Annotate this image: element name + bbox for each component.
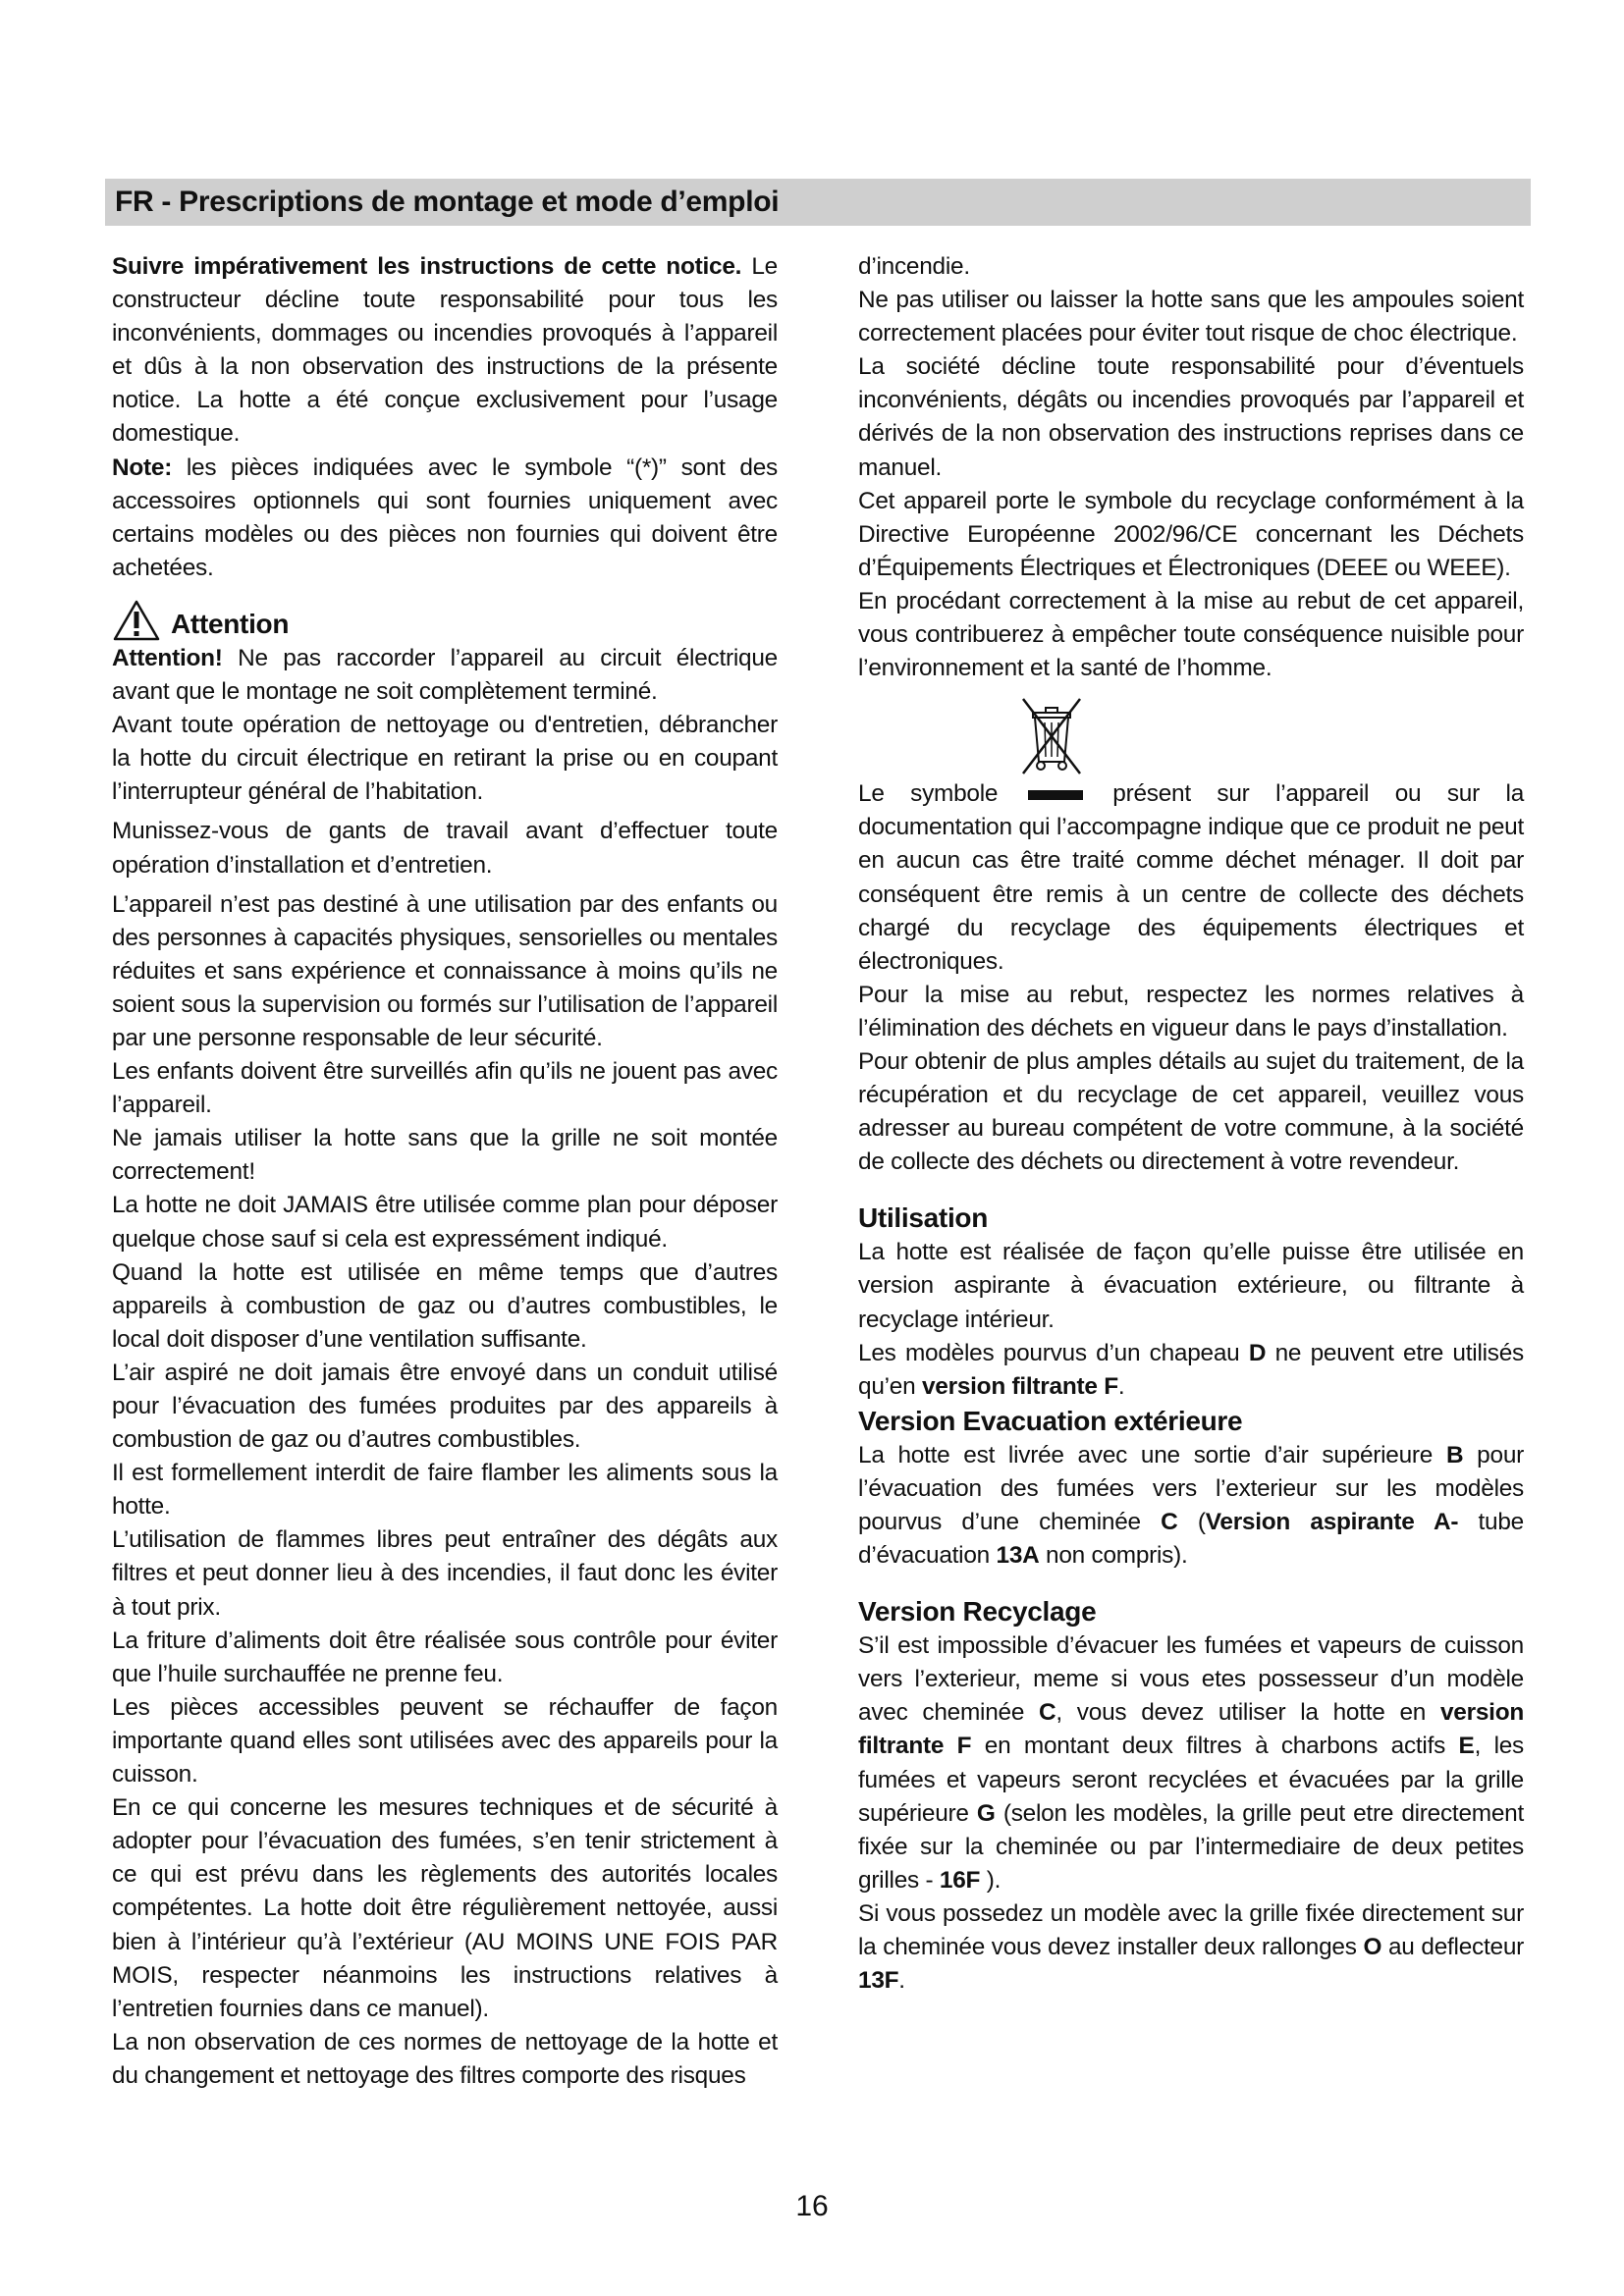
recyc-text-2: , vous devez utiliser la hotte en	[1056, 1699, 1440, 1727]
evac-text-1: La hotte est livrée avec une sortie d’air supérieure	[858, 1441, 1446, 1468]
warning-triangle-icon	[112, 599, 161, 642]
evac-text-4: tube d’évacuation	[858, 1509, 1524, 1570]
evac-text-5: non compris).	[1039, 1542, 1188, 1570]
paragraph-unplug: Avant toute opération de nettoyage ou d'entretien, débrancher la hotte du circuit électrique en retirant la prise ou en coupant l’interrupteur général de l’habitation.	[112, 712, 778, 806]
evac-text-3: (	[1177, 1509, 1206, 1535]
paragraph-more-info: Pour obtenir de plus amples détails au sujet du traitement, de la récupération et du recyclage de cet appareil, veuillez vous adresser au bureau compétent de votre commune, à la société de collecte des déchets ou directement à votre revendeur.	[858, 1047, 1524, 1176]
recyc-text-4: , les fumées et vapeurs seront recyclées et évacuées par la grille supérieure	[858, 1733, 1524, 1827]
paragraph-grille: Ne jamais utiliser la hotte sans que la grille ne soit montée correctement!	[112, 1125, 778, 1186]
right-column	[858, 250, 1524, 1998]
recyc-text-1: S’il est impossible d’évacuer les fumées et vapeurs de cuisson vers l’exterieur, meme si vous etes possesseur d’un modèle avec cheminée	[858, 1632, 1524, 1727]
chapeau-letter: D	[1248, 1339, 1267, 1366]
paragraph-surface: La hotte ne doit JAMAIS être utilisée comme plan pour déposer quelque chose sauf si cela est expressément indiqué.	[112, 1192, 778, 1253]
page-title: FR - Prescriptions de montage et mode d’emploi	[115, 186, 780, 218]
attention-label: Attention!	[112, 644, 223, 671]
black-bar-icon	[1028, 790, 1083, 800]
paragraph-rallonges	[858, 1897, 1524, 1998]
rallonges-text-1: Si vous possedez un modèle avec la grille fixée directement sur la cheminée vous devez installer deux rallonges	[858, 1899, 1524, 1961]
evac-letter-b: B	[1445, 1441, 1464, 1468]
paragraph-utilisation: La hotte est réalisée de façon qu’elle puisse être utilisée en version aspirante à évacuation extérieure, ou filtrante à recyclage intérieur.	[858, 1239, 1524, 1333]
recyc-letter-e: E	[1458, 1733, 1475, 1760]
evacuation-heading: Version Evacuation extérieure	[858, 1405, 1243, 1436]
paragraph-frying: La friture d’aliments doit être réalisée sous contrôle pour éviter que l’huile surchauffée ne prenne feu.	[112, 1627, 778, 1687]
recyc-letter-c: C	[1039, 1699, 1056, 1727]
intro-bold: Suivre impérativement les instructions de cette notice.	[112, 253, 742, 280]
weee-symbol-block	[858, 693, 1524, 777]
paragraph-symbol	[858, 777, 1524, 979]
paragraph-liability: La société décline toute responsabilité pour d’éventuels inconvénients, dégâts ou incendies provoqués par l’appareil et dérivés de la non observation des instructions reprises dans ce manuel.	[858, 353, 1524, 481]
symbol-prefix: Le symbole	[858, 780, 999, 808]
note-paragraph	[112, 452, 778, 585]
recyc-text-6: ).	[980, 1866, 1001, 1894]
attention-text: Ne pas raccorder l’appareil au circuit électrique avant que le montage ne soit complètement terminé.	[112, 644, 778, 706]
recyc-text-3: en montant deux filtres à charbons actifs	[971, 1733, 1459, 1760]
paragraph-children-use: L’appareil n’est pas destiné à une utilisation par des enfants ou des personnes à capacités physiques, sensorielles ou mentales réduites et sans expérience et connaissance à moins qu’ils ne soient sous la supervision ou formés sur l’utilisation de l’appareil par une personne responsable de leur sécurité.	[112, 890, 778, 1051]
utilisation-heading: Utilisation	[858, 1202, 989, 1234]
attention-paragraph	[112, 642, 778, 709]
section-header-bar	[105, 179, 1531, 226]
paragraph-bulbs: Ne pas utiliser ou laisser la hotte sans que les ampoules soient correctement placées pour éviter tout risque de choc électrique.	[858, 287, 1524, 347]
rallonges-letter-o: O	[1363, 1934, 1382, 1961]
evac-version: Version aspirante A-	[1205, 1509, 1459, 1535]
recyc-code: 16F	[939, 1866, 981, 1894]
recyclage-heading: Version Recyclage	[858, 1596, 1097, 1628]
paragraph-hot-parts: Les pièces accessibles peuvent se réchauffer de façon importante quand elles sont utilisées avec des appareils pour la cuisson.	[112, 1693, 778, 1789]
paragraph-flames: L’utilisation de flammes libres peut entraîner des dégâts aux filtres et peut donner lieu à des incendies, il faut donc les éviter à tout prix.	[112, 1526, 778, 1621]
rallonges-end: .	[898, 1967, 905, 1995]
paragraph-weee-directive: Cet appareil porte le symbole du recyclage conformément à la Directive Européenne 2002/96/CE concernant les Déchets d’Équipements Électriques et Électroniques (DEEE ou WEEE).	[858, 487, 1524, 581]
crossed-bin-icon	[1017, 693, 1086, 777]
recyc-letter-g: G	[976, 1799, 996, 1827]
evac-letter-c: C	[1161, 1509, 1178, 1535]
note-text: les pièces indiquées avec le symbole “(*)” sont des accessoires optionnels qui sont fournies uniquement avec certains modèles ou des pièces non fournies qui doivent être achetées.	[112, 454, 778, 581]
rallonges-text-2: au deflecteur	[1381, 1934, 1525, 1961]
attention-heading	[112, 599, 778, 642]
evac-code: 13A	[996, 1542, 1040, 1570]
paragraph-ventilation: Quand la hotte est utilisée en même temps que d’autres appareils à combustion de gaz ou d’autres combustibles, le local doit disposer d’une ventilation suffisante.	[112, 1258, 778, 1353]
note-label: Note:	[112, 454, 173, 481]
intro-paragraph	[112, 250, 778, 452]
attention-title: Attention	[171, 608, 290, 639]
evac-text-2: pour l’évacuation des fumées vers l’exterieur sur les modèles pourvus d’une cheminée	[858, 1441, 1525, 1535]
recyc-version: version filtrante F	[858, 1699, 1524, 1760]
chapeau-end: .	[1117, 1372, 1125, 1400]
paragraph-children-watch: Les enfants doivent être surveillés afin qu’ils ne jouent pas avec l’appareil.	[112, 1058, 778, 1119]
rallonges-code: 13F	[858, 1967, 899, 1995]
paragraph-flambe: Il est formellement interdit de faire flamber les aliments sous la hotte.	[112, 1460, 778, 1521]
paragraph-cleaning: La non observation de ces normes de nettoyage de la hotte et du changement et nettoyage des filtres comporte des risques	[112, 2028, 778, 2089]
paragraph-recyclage	[858, 1629, 1524, 1897]
intro-text: Le constructeur décline toute responsabilité pour tous les inconvénients, dommages ou incendies provoqués à l’appareil et dûs à la non observation des instructions de la présente notice. La hotte a été conçue exclusivement pour l’usage domestique.	[112, 253, 778, 448]
left-column	[112, 250, 778, 2093]
chapeau-version: version filtrante F	[921, 1372, 1118, 1400]
paragraph-evacuation	[858, 1439, 1524, 1573]
paragraph-regulations: En ce qui concerne les mesures techniques et de sécurité à adopter pour l’évacuation des fumées, s’en tenir strictement à ce qui est prévu dans les règlements des autorités locales compétentes. La hotte doit être régulièrement nettoyée, aussi bien à l’intérieur qu’à l’extérieur (AU MOINS UNE FOIS PAR MOIS, respecter néanmoins les instructions relatives à l’entretien fournies dans ce manuel).	[112, 1794, 778, 2022]
paragraph-exhaust: L’air aspiré ne doit jamais être envoyé dans un conduit utilisé pour l’évacuation des fumées produites par des appareils à combustion de gaz ou d’autres combustibles.	[112, 1359, 778, 1454]
chapeau-text: Les modèles pourvus d’un chapeau	[858, 1339, 1249, 1366]
paragraph-gloves: Munissez-vous de gants de travail avant d’effectuer toute opération d’installation et d’entretien.	[112, 818, 778, 879]
recyc-text-5: (selon les modèles, la grille peut etre directement fixée sur la cheminée ou par l’intermediaire de deux petites grilles -	[858, 1799, 1524, 1894]
symbol-text: présent sur l’appareil ou sur la documentation qui l’accompagne indique que ce produit ne peut en aucun cas être traité comme déchet ménager. Il doit par conséquent être remis à un centre de collecte des déchets chargé du recyclage des équipements électriques et électroniques.	[858, 780, 1525, 975]
page-number: 16	[795, 2190, 829, 2222]
paragraph-fire: d’incendie.	[858, 253, 970, 280]
paragraph-disposal: En procédant correctement à la mise au rebut de cet appareil, vous contribuerez à empêcher toute conséquence nuisible pour l’environnement et la santé de l’homme.	[858, 587, 1524, 682]
paragraph-chapeau	[858, 1337, 1524, 1404]
paragraph-disposal-rules: Pour la mise au rebut, respectez les normes relatives à l’élimination des déchets en vigueur dans le pays d’installation.	[858, 981, 1524, 1041]
chapeau-text-2: ne peuvent etre utilisés qu’en	[858, 1339, 1524, 1400]
